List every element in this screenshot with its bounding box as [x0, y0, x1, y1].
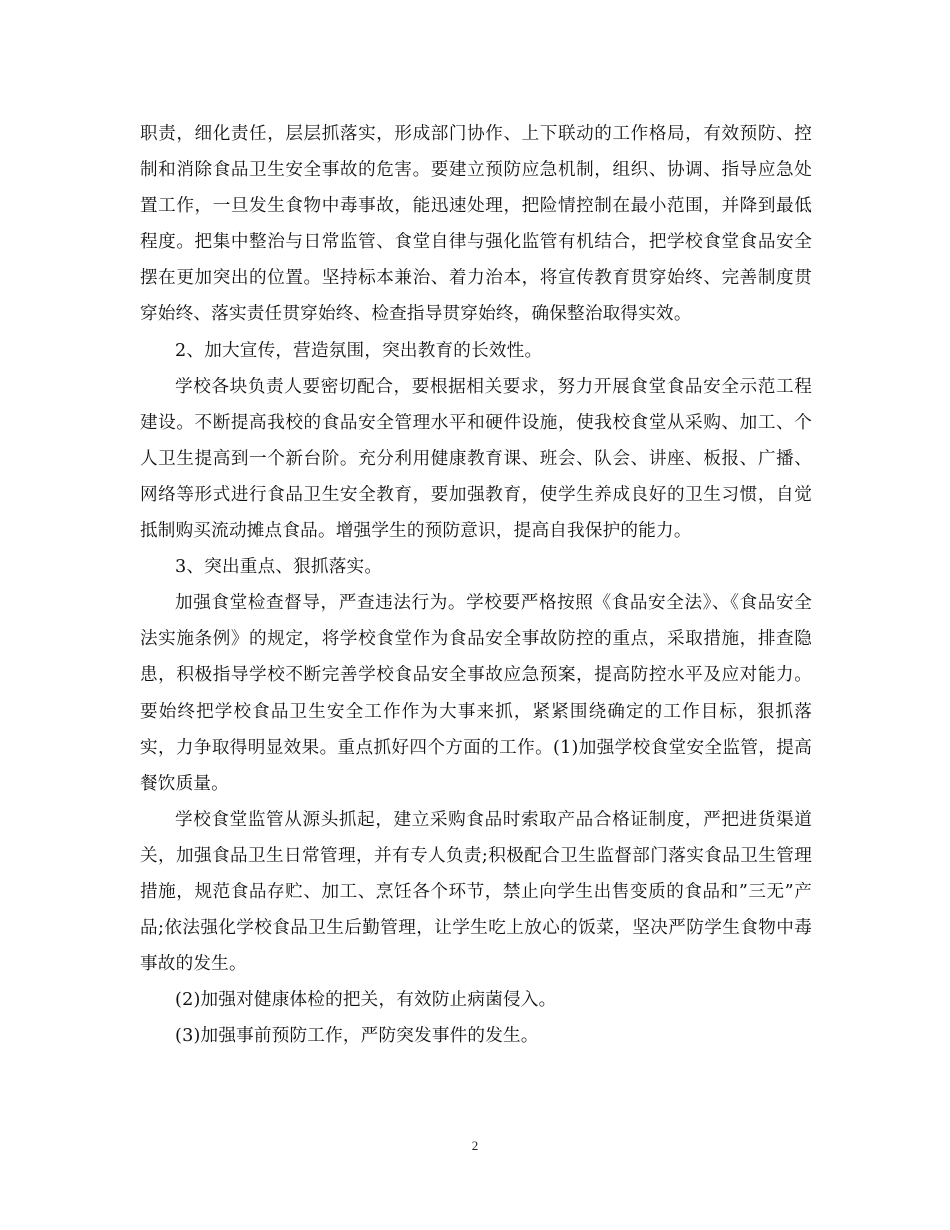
section-heading-2: 2、加大宣传，营造氛围，突出教育的长效性。 [175, 340, 543, 361]
list-item-prevention: (3)加强事前预防工作，严防突发事件的发生。 [175, 1026, 539, 1047]
list-item-health-check: (2)加强对健康体检的把关，有效防止病菌侵入。 [175, 990, 557, 1011]
section-heading-3: 3、突出重点、狠抓落实。 [175, 557, 383, 578]
page-number: 2 [471, 1138, 479, 1153]
paragraph-publicity: 学校各块负责人要密切配合，要根据相关要求，努力开展食堂食品安全示范工程建设。不断提高我校的食品安全管理水平和硬件设施，使我校食堂从采购、加工、个人卫生提高到一个新台阶。充分利用健康教育课、班会、队会、讲座、板报、广播、网络等形式进行食品卫生安全教育，要加强教育，使学生养成良好的卫生习惯，自觉抵制购买流动摊点食品。增强学生的预防意识，提高自我保护的能力。 [140, 376, 812, 542]
paragraph-inspection: 加强食堂检查督导，严查违法行为。学校要严格按照《食品安全法》、《食品安全法实施条例》的规定，将学校食堂作为食品安全事故防控的重点，采取措施，排查隐患，积极指导学校不断完善学校食品安全事故应急预案，提高防控水平及应对能力。要始终把学校食品卫生安全工作作为大事来抓，紧紧围绕确定的工作目标，狠抓落实，力争取得明显效果。重点抓好四个方面的工作。(1)加强学校食堂安全监管，提高餐饮质量。 [140, 593, 812, 794]
document-body [140, 116, 812, 1054]
paragraph-continuation: 职责，细化责任，层层抓落实，形成部门协作、上下联动的工作格局，有效预防、控制和消除食品卫生安全事故的危害。要建立预防应急机制，组织、协调、指导应急处置工作，一旦发生食物中毒事故，能迅速处理，把险情控制在最小范围，并降到最低程度。把集中整治与日常监管、食堂自律与强化监管有机结合，把学校食堂食品安全摆在更加突出的位置。坚持标本兼治、着力治本，将宣传教育贯穿始终、完善制度贯穿始终、落实责任贯穿始终、检查指导贯穿始终，确保整治取得实效。 [140, 124, 812, 325]
paragraph-canteen-supervision: 学校食堂监管从源头抓起，建立采购食品时索取产品合格证制度，严把进货渠道关，加强食品卫生日常管理，并有专人负责;积极配合卫生监督部门落实食品卫生管理措施，规范食品存贮、加工、烹饪各个环节，禁止向学生出售变质的食品和”三无”产品;依法强化学校食品卫生后勤管理，让学生吃上放心的饭菜，坚决严防学生食物中毒事故的发生。 [140, 809, 812, 975]
